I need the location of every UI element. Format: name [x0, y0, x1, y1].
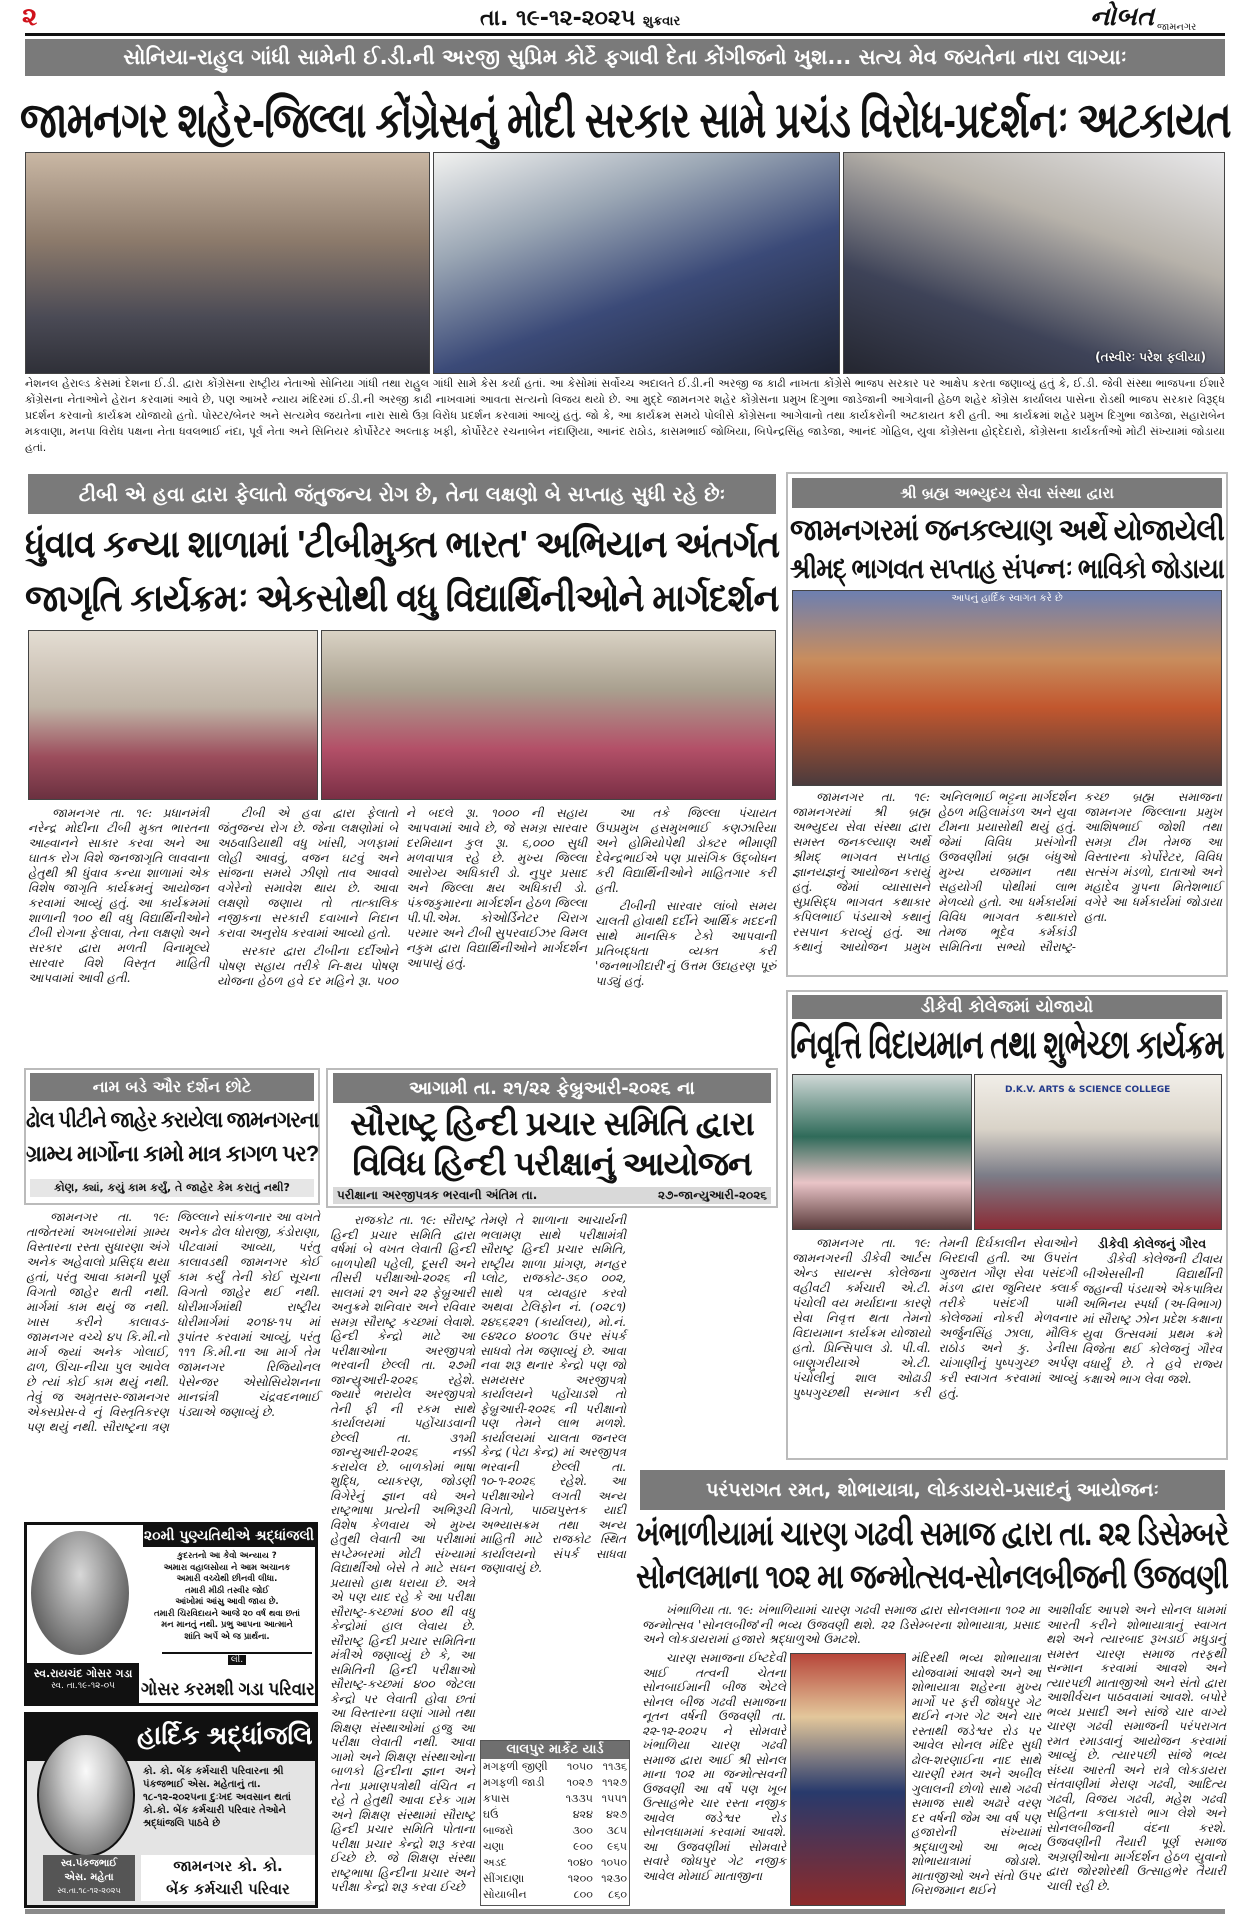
- tb-body-para: જામનગર તા. ૧૯: પ્રધાનમંત્રી નરેન્દ્ર મોદીના ટીબી મુક્ત ભારતના આહ્વાનને સાકાર કરવા અને આ ઘાતક રોગ વિશે જનજાગૃતિ લાવવાના હેતુથી શ્રી ધુંવાવ કન્યા શાળામાં એક વિશેષ જાગૃતિ કાર્યક્રમનું આયોજન કરવામાં આવ્યું હતું. આ કાર્યક્રમમાં શાળાની ૧૦૦ થી વધુ વિદ્યાર્થિનીઓને ટીબી રોગના ફેલાવા, તેના લક્ષણો અને સરકાર દ્વારા મળતી વિનામૂલ્યે સારવાર વિશે વિસ્તૃત માહિતી આપવામાં આવી હતી.: [28, 806, 209, 985]
- hindi-story-kicker: આગામી તા. ૨૧/૨૨ ફેબ્રુઆરી-૨૦૨૬ ના: [333, 1073, 771, 1103]
- market-max: ૧૧૩૬: [602, 1760, 627, 1773]
- market-yard-title: લાલપુર માર્કેટ યાર્ડ: [481, 1741, 629, 1759]
- road-story-body: [26, 1210, 320, 1435]
- deceased-date: સ્વ.તા.૧૮-૧૨-૨૦૨૫: [57, 1886, 121, 1895]
- tb-story-headline-1: ધુંવાવ કન્યા શાળામાં 'ટીબીમુક્ત ભારત' અભિયાન અંતર્ગત: [25, 524, 780, 566]
- market-min: ૩૦૦: [572, 1824, 593, 1837]
- kdv-photo-2: [974, 1074, 1222, 1230]
- kdv-body-para: જામનગર તા. ૧૯: જામનગરની ડીકેવી આર્ટસ એન્ડ સાયન્સ કોલેજના વહીવટી કર્મચારી એ.ટી. પંચોલી વય મર્યાદાના કારણે સેવા નિવૃત્ત થતા તેમનો વિદાયમાન કાર્યક્રમ યોજાયો હતો. પ્રિન્સિપાલ ડો. પી.વી. બાણુગરીયાએ એ.ટી. પંચોલીનું શાલ ઓઢાડી પુષ્પગુચ્છથી સન્માન કરી તેમની દિર્ઘકાલીન સેવાઓને બિરદાવી હતી. આ ઉપરાંત ગુજરાત ગૌણ સેવા પસંદગી મંડળ દ્વારા જુનિયર ક્લાર્ક તરીકે પસંદગી પામી કોલેજમાં નોકરી મેળવનાર અર્જુનસિંહ ઝાલા, મૌલિક રાઠોડ અને કુ. ડેનીસા ચાંગાણીનું પુષ્પગુચ્છ અર્પણ કરી સ્વાગત કરવામાં આવ્યું હતું.: [792, 1236, 1077, 1400]
- market-min: ૧૦૫૦: [567, 1760, 593, 1773]
- poem-line: મન માનતું નથી. પ્રભુ આપના આત્માને: [161, 1620, 293, 1630]
- tb-story-kicker: ટીબી એ હવા દ્વારા ફેલાતો જંતુજન્ય રોગ છે, તેના લક્ષણો બે સપ્તાહ સુધી રહે છેઃ: [28, 474, 776, 514]
- tribute-ad-mehta: [24, 1712, 318, 1908]
- market-min: ૮૦૦: [573, 1888, 593, 1901]
- market-row: [481, 1887, 629, 1903]
- road-story-subline: કોણ, ક્યાં, કયું કામ કર્યું, તે જાહેર કેમ કરાતું નથી?: [30, 1179, 314, 1197]
- market-item: ચણા: [483, 1840, 505, 1853]
- market-item: સીંગદાણા: [483, 1872, 525, 1885]
- poem-line: અમારી વચ્ચેથી છીનવી લીધા.: [176, 1574, 278, 1584]
- market-item: મગફળી જીણી: [483, 1760, 548, 1773]
- bhagwat-story-body: [792, 790, 1222, 955]
- hindi-body-para: રાજકોટ તા. ૧૯: સૌરાષ્ટ્ર હિન્દી પ્રચાર સમિતિ દ્વારા વર્ષમાં બે વખત લેવાતી હિન્દી બાળપોથી પહેલી, દૂસરી અને તીસરી પરીક્ષાઓ-૨૦૨૬ ની સાલમાં ૨૧ અને ૨૨ ફેબ્રુઆરી અનુક્રમે શનિવાર અને રવિવાર સમગ્ર સૌરાષ્ટ્ર કચ્છમાં લેવાશે. હિન્દી કેન્દ્રો માટે આ પરીક્ષાઓના અરજીપત્રો ભરવાની છેલ્લી તા. ૨૭મી જાન્યુઆરી-૨૦૨૬ રહેશે. જ્યારે ભરાયેલ અરજીપત્રો તેની ફી ની રકમ સાથે કાર્યાલયમાં પહોંચાડવાની છેલ્લી તા. ૩૧મી જાન્યુઆરી-૨૦૨૬ નક્કી કરાયેલ છે. બાળકોમાં ભાષા શુદ્ધિ, વ્યાકરણ, જોડણી વિગેરેનું જ્ઞાન વધે અને રાષ્ટ્રભાષા પ્રત્યેની અભિરૂચી વિશેષ કેળવાય એ મુખ્ય હેતુથી લેવાતી આ પરીક્ષામાં સપ્ટેમ્બરમાં મોટી સંખ્યામાં વિદ્યાર્થીઓ બેસે તે માટે સઘન પ્રયાસો હાથ ધરાયા છે. અત્રે એ પણ યાદ રહે કે આ પરીક્ષા સૌરાષ્ટ્ર-કચ્છમાં ૪૦૦ થી વધુ કેન્દ્રોમાં હાલ લેવાય છે. સૌરાષ્ટ્ર હિન્દી પ્રચાર સમિતિના મંત્રીએ જણાવ્યું છે કે, આ સમિતિની હિન્દી પરીક્ષાઓ સૌરાષ્ટ્ર-કચ્છમાં ૪૦૦ જેટલા કેન્દ્રો પર લેવાતી હોવા છતાં આ વિસ્તારના ઘણાં ગામો તથા શિક્ષણ સંસ્થાઓમાં હજુ આ પરીક્ષા લેવાતી નથી. આવા ગામો અને શિક્ષણ સંસ્થાઓના બાળકો હિન્દીના જ્ઞાન અને તેના પ્રમાણપત્રોથી વંચિત ન રહે તે હેતુથી આવા દરેક ગામ અને શિક્ષણ સંસ્થામાં સૌરાષ્ટ્ર હિન્દી પ્રચાર સમિતિ પોતાના પરીક્ષા પ્રચાર કેન્દ્રો શરૂ કરવા ઈચ્છે છે. જે શિક્ષણ સંસ્થા રાષ્ટ્રભાષા હિન્દીના પ્રચાર અને પરીક્ષા કેન્દ્રો શરૂ કરવા ઈચ્છે: [330, 1213, 475, 1894]
- tribute-poem: [139, 1551, 315, 1643]
- kdv-subbody-para: ડીકેવી કોલેજની ટીવાય બીએસસીની વિદ્યાર્થીની જહાન્વી પંડયાએ એકપાત્રિય અભિનય સ્પર્ધા (અ-વિભાગ) માં સૌરાષ્ટ્ર ઝોન પ્રદેશ કક્ષાના યુવા ઉત્સવમાં પ્રથમ ક્રમે વિજેતા થઈ કોલેજનું ગૌરવ વધાર્યું છે. તે હવે રાજ્ય કક્ષાએ ભાગ લેવા જશે.: [1082, 1252, 1222, 1386]
- poem-line: તમારી મીઠી તસ્વીર જોઈ: [185, 1585, 269, 1596]
- protest-photo-1: [25, 152, 430, 374]
- footer-strip: [25, 1909, 1225, 1914]
- tribute-title: હાર્દિક શ્રદ્ધાંજલિ: [137, 1720, 313, 1750]
- market-min: ૧૦૪૦: [567, 1856, 593, 1869]
- market-max: ૧૧૨૭: [602, 1776, 627, 1789]
- deceased-label: [27, 1663, 139, 1703]
- tb-awareness-photo-1: [28, 630, 318, 800]
- family-line: જામનગર કો. કો.: [173, 1857, 283, 1875]
- tribute-title: ૨૦મી પુણ્યતિથીએ શ્રદ્ધાંજલી: [143, 1525, 315, 1547]
- from-label: લી.: [228, 1655, 246, 1665]
- market-row: [481, 1807, 629, 1823]
- market-min: ૧૨૦૦: [567, 1872, 593, 1885]
- road-story-headline-2: ગ્રામ્ય માર્ગોના કામો માત્ર કાગળ પર?: [26, 1141, 319, 1166]
- khambhaliya-body-mid: મંદિરથી ભવ્ય શોભાયાત્રા યોજવામાં આવશે અને આ શોભાયાત્રા શહેરના મુખ્ય માર્ગો પર ફરી જોધપુર ગેટ થઈને નગર ગેટ અને ચાર રસ્તાથી જડેશ્વર રોડ પર આવેલ સોનલ મંદિર સુધી ઢોલ-શરણાઈના નાદ સાથે ચારણી રમત અને અબીલ ગુલાલની છોળો સાથે ગઢવી સમાજ સાથે અઢારે વરણ દર વર્ષની જેમ આ વર્ષ પણ હજારોની સંખ્યામાં શ્રદ્ધાળુઓ આ ભવ્ય શોભાયાત્રામાં જોડાશે. માતાજીઓ અને સંતો ઉપર બિરાજમાન થઈને: [911, 1651, 1041, 1897]
- khambhaliya-headline-1: ખંભાળીયામાં ચારણ ગઢવી સમાજ દ્વારા તા. ૨૨ ડિસેમ્બરે: [636, 1515, 1229, 1553]
- khambhaliya-headline-2: સોનલમાના ૧૦૨ મા જન્મોત્સવ-સોનલબીજની ઉજવણી: [636, 1558, 1229, 1596]
- khambhaliya-body-left: ચારણ સમાજના ઈષ્ટદેવી આઈ તત્વની ચેતના સોનબાઈમાની બીજ એટલે સોનલ બીજ ગઢવી સમાજના નૂતન વર્ષની ઉજવણી તા. ૨૨-૧૨-૨૦૨૫ ને સોમવારે ખંભાળિયા ચારણ ગઢવી સમાજ દ્વારા આઈ શ્રી સોનલ માના ૧૦૨ મા જન્મોત્સવની ઉજવણી આ વર્ષે પણ ખૂબ ઉત્સાહભેર ચાર રસ્તા નજીક આવેલ જડેશ્વર રોડ સોનલધામમાં કરવામાં આવશે. આ ઉજવણીમાં સોમવારે સવારે જોધપુર ગેટ નજીક આવેલ મોમાઈ માતાજીના: [642, 1651, 786, 1883]
- market-min: ૯૦૦: [573, 1840, 593, 1853]
- tribute-ad-gada: [24, 1522, 318, 1706]
- market-max: ૩૮૫: [606, 1824, 627, 1837]
- deceased-date: સ્વ. તા.૧૯-૧૨-૦૫: [50, 1681, 116, 1691]
- market-item: સોયાબીન: [483, 1888, 527, 1901]
- market-max: ૧૦૫૦: [601, 1856, 627, 1869]
- deadline-date: ૨૭-જાન્યુઆરી-૨૦૨૬: [658, 1188, 767, 1202]
- market-max: ૧૫૫૧: [601, 1792, 627, 1805]
- hindi-body-column: [631, 1213, 776, 1463]
- khambhaliya-body-right: આશીર્વાદ આપશે અને સોનલ ધામમાં આરતી કરીને શોભાયાત્રાનું સ્વાગત થશે અને ત્યારબાદ રૂખડાઈ મધુડાનું સમસ્ત ચારણ સમાજ તરફથી સન્માન કરવામાં આવશે અને ત્યારપછી માતાજીઓ અને સંતો દ્વારા આશીર્વચન પાઠવવામાં આવશે. બપોરે ભવ્ય પ્રસાદી અને સાંજે ચાર વાગ્યે ચારણ ગઢવી સમાજની પરંપરાગત રમત રમાડવાનું આયોજન કરવામાં આવ્યું છે. ત્યારપછી સાંજે ભવ્ય સંધ્યા આરતી અને રાત્રે લોકડાયરા સંતવાણીમાં મેરાણ ગઢવી, આદિત્ય ગઢવી, વિજય ગઢવી, મહેશ ગઢવી સહિતના કલાકારો ભાગ લેશે અને સોનલબીજની વંદના કરશે. ઉજવણીની તૈયારી પૂર્ણ સમાજ અગ્રણીઓના માર્ગદર્શન હેઠળ યુવાનો દ્વારા જોરશોરથી ઉત્સાહભેર તૈયારી ચાલી રહી છે.: [1046, 1603, 1226, 1893]
- market-row: [481, 1823, 629, 1839]
- poem-line: કુદરતનો આ કેવો અન્યાય ?: [177, 1551, 277, 1561]
- road-body-para: જામનગર તા. ૧૯: તાજેતરમાં અખબારોમાં ગ્રામ્ય વિસ્તારના રસ્તા સુધારણા અંગે અનેક અહેવાલો પ્રસિદ્ધ થયા હતાં, પરંતુ આવા કામની પૂર્ણ વિગતો જાહેર થતી નથી. માર્ગમાં કામ થયું જ નથી. ખાસ કરીને કાલાવડ-જામનગર વચ્ચે ૪૫ કિ.મી.નો માર્ગ જ્યાં અનેક ગોલાઈ, ઢાળ, ઊંચા-નીચા પુલ આવેલ છે ત્યાં કોઈ કામ થયું નથી. તેવું જ અમૃતસર-જામનગર એક્સપ્રેસ-વે નું વિસ્તૃતિકરણ પણ થયું નથી. સૌરાષ્ટ્રના ત્રણ જિલ્લાને સાંકળનાર આ વખતે અનેક ઢોલ ધોરાજી, કંડોરાણા, પીટવામાં આવ્યા, પરંતુ કાલાવડથી જામનગર કોઈ કામ કર્યું તેની કોઈ સૂચના વિગતો જાહેર થઈ નથી. ધોરીમાર્ગમાંથી રાષ્ટ્રીય ધોરીમાર્ગમાં ૨૦૧૪-૧૫ માં રૂપાંતર કરવામાં આવ્યું, પરંતુ ૧૧૧ કિ.મી.ના આ માર્ગ તેમ જામનગર રિજિયોનલ પેસેન્જર એસોસિયેશનના માનદ્મંત્રી ચંદ્રવદનભાઈ પંડ્યાએ જણાવ્યું છે.: [26, 1210, 320, 1434]
- from-line: [162, 1652, 312, 1673]
- tb-story-body: [28, 806, 776, 989]
- poem-line: તમારી ચિરવિદાયને આજે ૨૦ વર્ષ થવા છતાં: [154, 1608, 300, 1619]
- bhagwat-photo: [792, 590, 1222, 786]
- poem-line: આંખોમાં આંસુ આવી જાય છે.: [175, 1597, 279, 1607]
- road-story-kicker: નામ બડે ઔર દર્શન છોટે: [30, 1073, 314, 1101]
- tb-body-para: ટીબીની સારવાર લાંબો સમય ચાલતી હોવાથી દર્દીને આર્થિક મદદની સાથે માનસિક ટેકો આપવાની પ્રતિબદ્ધતા વ્યક્ત કરી 'જનભાગીદારી'નું ઉત્તમ ઉદાહરણ પૂરું પાડ્યું હતું.: [595, 899, 776, 988]
- kdv-subbody: [1082, 1252, 1222, 1387]
- tb-awareness-photo-2: [321, 630, 776, 800]
- tribute-body: કો. કો. બેંક કર્મચારી પરિવારના શ્રી પંકજભાઈ એસ. મહેતાનું તા. ૧૮-૧૨-૨૦૨૫ના દુઃખદ અવસાન થતાં કો.કો. બેંક કર્મચારી પરિવાર તેઓને શ્રદ્ધાંજલિ પાઠવે છે: [143, 1766, 291, 1829]
- family-name: ગોસર કરમશી ગડા પરિવાર: [141, 1678, 315, 1699]
- weekday-text: શુક્રવાર: [642, 14, 681, 29]
- market-row: [481, 1775, 629, 1791]
- market-min: ૪૨૪: [572, 1808, 593, 1821]
- kdv-story-body: [792, 1236, 1077, 1403]
- tb-body-para: સરકાર દ્વારા ટીબીના દર્દીઓને પોષણ સહાય તરીકે નિ-ક્ષય પોષણ યોજના હેઠળ હવે દર મહિને રૂા. ૫૦૦ ને બદલે રૂા. ૧૦૦૦ ની સહાય આપવામાં આવે છે, જે સમગ્ર સારવાર દરમિયાન કુલ રૂા. ૬,૦૦૦ સુધી મળવાપાત્ર રહે છે. મુખ્ય જિલ્લા આરોગ્ય અધિકારી ડો. નુપુર પ્રસાદ અને જિલ્લા ક્ષય અધિકારી ડો. પંકજકુમારના માર્ગદર્શન હેઠળ જિલ્લા પી.પી.એમ. કોઓર્ડિનેટર ચિરાગ પરમાર અને ટીબી સુપરવાઈઝર વિમલ નકુમ દ્વારા વિદ્યાર્થિનીઓને માર્ગદર્શન આપાયું હતું.: [217, 806, 587, 988]
- logo-text: નોબત: [1090, 2, 1154, 32]
- top-story-headline: જામનગર શહેર-જિલ્લા કોંગ્રેસનું મોદી સરકાર સામે પ્રચંડ વિરોધ-પ્રદર્શનઃ અટકાયત: [20, 92, 1231, 148]
- date-text: તા. ૧૯-૧૨-૨૦૨૫: [480, 6, 636, 31]
- market-row: [481, 1791, 629, 1807]
- market-row: [481, 1855, 629, 1871]
- bhagwat-story-kicker: શ્રી બ્રહ્મ અભ્યુદય સેવા સંસ્થા દ્વારા: [792, 478, 1222, 508]
- market-row: [481, 1759, 629, 1775]
- road-story-headline-1: ઢોલ પીટીને જાહેર કરાયેલા જામનગરના: [26, 1107, 319, 1132]
- portrait-photo: [31, 1531, 129, 1655]
- market-min: ૧૦૨૭: [566, 1776, 593, 1789]
- market-yard-box: [480, 1740, 630, 1906]
- market-max: ૪૨૭: [606, 1808, 627, 1821]
- protest-photo-2: [433, 152, 840, 374]
- deceased-label: [43, 1855, 135, 1901]
- bhagwat-body-para: જામનગર તા. ૧૯: જામનગરમાં શ્રી બ્રહ્મ અભ્યુદય સેવા સંસ્થા દ્વારા સમસ્ત જનકલ્યાણ અર્થે શ્રીમદ્ ભાગવત સપ્તાહ જ્ઞાનયજ્ઞનું આયોજન કરાયું હતું. જેમાં વ્યાસાસને સુપ્રસિદ્ધ ભાગવત કથાકાર કપિલભાઈ પંડયાએ કથાનું રસપાન કરાવ્યું હતું. આ કથાનું આયોજન પ્રમુખ અનિલભાઈ ભટ્ટના માર્ગદર્શન હેઠળ મહિલામંડળ અને યુવા ટીમના પ્રયાસોથી થયું હતું. જેમાં વિવિધ પ્રસંગોની ઉજવણીમાં બ્રહ્મ બંધુઓ મુખ્ય યજમાન તથા સહયોગી પોથીમાં લાભ મેળવ્યો હતો. આ ધર્મકાર્યમાં વિવિધ ભાગવત કથાકારો તેમજ ભૂદેવ કર્મકાંડી સમિતિના સભ્યો સૌરાષ્ટ્ર-કચ્છ બ્રહ્મ સમાજના જામનગર જિલ્લાના પ્રમુખ આશિષભાઈ જોશી તથા સમગ્ર ટીમ તેમજ આ વિસ્તારના કોર્પોરેટર, વિવિધ સત્સંગ મંડળો, દાતાઓ અને મહાદેવ ગ્રુપના મિતેશભાઈ વગેરે આ ધર્મકાર્યમાં જોડાયા હતા.: [792, 790, 1222, 954]
- market-max: ૯૬૫: [607, 1840, 627, 1853]
- header-rule: [25, 33, 1225, 36]
- photo-credit: (તસ્વીરઃ પરેશ ફલીયા): [1095, 350, 1206, 364]
- market-item: અડદ: [483, 1856, 507, 1869]
- tb-story-headline-2: જાગૃતિ કાર્યક્રમઃ એકસોથી વધુ વિદ્યાર્થિનીઓને માર્ગદર્શન: [25, 578, 779, 620]
- kdv-photo-1: [792, 1074, 972, 1230]
- market-item: ઘઉં: [483, 1808, 499, 1821]
- deadline-label: પરીક્ષાના અરજીપત્રક ભરવાની અંતિમ તા.: [337, 1188, 538, 1202]
- top-story-body: નેશનલ હેરાલ્ડ કેસમાં દેશના ઈ.ડી. દ્વારા કોંગ્રેસના રાષ્ટ્રીય નેતાઓ સોનિયા ગાંધી તથા રાહુલ ગાંધી સામે કેસ કર્યા હતાં. આ કેસોમાં સર્વોચ્ચ અદાલતે ઈ.ડી.ની અરજી જ કાઢી નાખતા કોંગ્રેસે ભાજપ સરકાર પર આક્ષેપ કરતા જણાવ્યું હતું કે, ઈ.ડી. જેવી સંસ્થા ભાજપના ઈશારે કોંગ્રેસના નેતાઓને હેરાન કરવામાં આવે છે, પણ આખરે ન્યાય મંદિરમાં ઈ.ડી.ની અરજી કાઢી નાખવામાં આવતા સત્યનો વિજય થયો છે. આ મુદ્દે જામનગર શહેર કોંગ્રેસના પ્રમુખ દિગુભા જાડેજાની આગેવાની હેઠળ શહેર કોંગ્રેસ કાર્યાલય પાસેના રોડથી ભાજપ સરકાર વિરૂદ્ધ પ્રદર્શન કરવાનો કાર્યક્રમ યોજાયો હતો. પોસ્ટર/બેનર અને સત્યમેવ જયતેના નારા સાથે ઉગ્ર વિરોધ પ્રદર્શન કરવામાં આવ્યું હતું. જો કે, આ કાર્યક્રમ સમયે પોલીસે કોંગ્રેસના આગેવાનો તથા કાર્યકરોની અટકાયત કરી હતી. આ કાર્યક્રમાં શહેર પ્રમુખ દિગુભા જાડેજા, સહારાબેન મકવાણા, મનપા વિરોધ પક્ષના નેતા ધવલભાઈ નંદા, પૂર્વ નેતા અને સિનિયર કોર્પોરેટર અલ્તાફ ખફી, કોર્પોરેટર રચનાબેન નંદાણિયા, આનંદ રાઠોડ, કાસમભાઈ જોખિયા, બિપેન્દ્રસિંહ જાડેજા, આનંદ ગોહિલ, યુવા કોંગ્રેસના હોદ્દેદારો, કોંગ્રેસના કાર્યકર્તાઓ મોટી સંખ્યામાં જોડાયા હતાં.: [25, 377, 1225, 454]
- kdv-college-sign: D.K.V. ARTS & SCIENCE COLLEGE: [1005, 1085, 1171, 1095]
- deceased-name: સ્વ.પંકજભાઈ: [60, 1858, 118, 1869]
- market-item: કપાસ: [483, 1792, 510, 1805]
- portrait-photo: [37, 1733, 135, 1857]
- kdv-subhead: ડીકેવી કોલેજનું ગૌરવ: [1097, 1236, 1207, 1251]
- hindi-deadline-bar: [333, 1187, 771, 1204]
- poem-line: શાંતિ અર્પે એ જ પ્રાર્થના.: [184, 1631, 270, 1642]
- hindi-story-headline-1: સૌરાષ્ટ્ર હિન્દી પ્રચાર સમિતિ દ્વારા: [350, 1105, 754, 1142]
- deceased-name: એસ. મહેતા: [64, 1872, 114, 1883]
- market-min: ૧૩૩૫: [565, 1792, 593, 1805]
- kdv-sidebar: [1082, 1236, 1222, 1390]
- hindi-story-headline-2: વિવિધ હિન્દી પરીક્ષાનું આયોજન: [352, 1145, 752, 1182]
- kdv-story-headline: નિવૃત્તિ વિદાયમાન તથા શુભેચ્છા કાર્યક્રમ: [790, 1023, 1224, 1067]
- market-item: મગફળી જાડી: [483, 1776, 545, 1789]
- logo-sub: જામનગર: [1157, 22, 1197, 33]
- bhagwat-story-headline-1: જામનગરમાં જનકલ્યાણ અર્થે યોજાયેલી: [790, 514, 1224, 547]
- masthead-logo: [1090, 2, 1196, 33]
- family-name: [141, 1855, 315, 1901]
- poem-line: અમારા વહાલસોયા ને આમ અચાનક: [163, 1562, 291, 1573]
- market-item: બાજરો: [483, 1824, 514, 1837]
- market-max: ૮૬૦: [608, 1888, 627, 1901]
- bhagwat-photo-banner: આપનું હાર્દિક સ્વાગત કરે છે: [951, 593, 1063, 604]
- market-row: [481, 1839, 629, 1855]
- kdv-story-kicker: ડીકેવી કોલેજમાં યોજાયો: [792, 995, 1222, 1019]
- market-price-table: [481, 1759, 629, 1903]
- page-number: ૨: [22, 2, 38, 32]
- tb-body-para: ટીબી એ હવા દ્વારા ફેલાતો જંતુજન્ય રોગ છે. જેના લક્ષણોમાં બે અઠવાડિયાથી વધુ ખાંસી, ગળફામાં લોહી આવવું, વજન ઘટવું અને સાંજના સમયે ઝીણો તાવ આવવો વગેરેનો સમાવેશ થાય છે. આવા લક્ષણો જણાય તો તાત્કાલિક નજીકના સરકારી દવાખાને નિદાન કરાવા અનુરોધ કરવામાં આવ્યો હતો.: [217, 806, 398, 940]
- hindi-body-column: તેમણે તે શાળાના આચાર્યની ભલામણ સાથે પરીક્ષામંત્રી સૌરાષ્ટ્ર હિન્દી પ્રચાર સમિતિ, રાષ્ટ્રીય શાળા પ્રાંગણ, મનહર પ્લોટ, રાજકોટ-૩૬૦ ૦૦૨, સાથે પત્ર વ્યવહાર કરવો અથવા ટેલિફોન નં. (૦૨૮૧) ૨૪૬૬૨૨૧ (કાર્યાલય), મો.નં. ૯૪૨૮૦ ૪૦૦૧૮ ઉપર સંપર્ક સાધવો તેમ જણાવ્યું છે. આવા નવા શરૂ થનાર કેન્દ્રો પણ જો સમયસર અરજીપત્રો કાર્યાલયને પહોંચાડશે તો ફેબ્રુઆરી-૨૦૨૬ ની પરીક્ષાનો પણ તેમને લાભ મળશે. કાર્યાલયમાં ચાલતા જનરલ કેન્દ્ર (પેટા કેન્દ્ર) માં અરજીપત્ર ભરવાની છેલ્લી તા. ૧૦-૧-૨૦૨૬ રહેશે. આ પરીક્ષાઓને લગતી અન્ય વિગતો, પાઠ્યપુસ્તક યાદી અભ્યાસક્રમ તથા અન્ય માહિતી માટે રાજકોટ સ્થિત કાર્યાલયનો સંપર્ક સાધવા જણાવાયું છે.: [480, 1213, 626, 1575]
- protest-photo-3: [843, 152, 1225, 374]
- tb-body-para: આ તકે જિલ્લા પંચાયત ઉપપ્રમુખ હસમુખભાઈ કણઝારિયા અને હોમિયોપેથી ડોક્ટર ભીમાણી દેવેન્દ્રભાઈએ પણ પ્રાસંગિક ઉદ્બોધન કરી વિદ્યાર્થિનીઓને માહિતગાર કરી હતી.: [595, 806, 776, 895]
- deceased-name: સ્વ.રાયચંદ ગોસર ગડા: [33, 1667, 133, 1680]
- market-max: ૧૨૩૦: [601, 1872, 627, 1885]
- top-story-kicker: સોનિયા-રાહુલ ગાંધી સામેની ઈ.ડી.ની અરજી સુપ્રિમ કોર્ટે ફગાવી દેતા કોંગીજનો ખુશ... સત્ય મેવ જયતેના નારા લાગ્યાઃ: [25, 39, 1225, 76]
- market-row: [481, 1871, 629, 1887]
- khambhaliya-lead-para: ખંભાળિયા તા. ૧૯: ખંભાળિયામાં ચારણ ગઢવી સમાજ દ્વારા સોનલમાના ૧૦૨ મા જન્મોત્સવ 'સોનલબીજ'ની ભવ્ય ઉજવણી થશે. ૨૨ ડિસેમ્બરના શોભાયાત્રા, પ્રસાદ અને લોકડાયરામાં હજારો શ્રદ્ધાળુઓ ઉમટશે.: [642, 1603, 1040, 1646]
- issue-date: [480, 6, 680, 31]
- sonal-ma-photo: [790, 1653, 906, 1906]
- family-line: બેંક કર્મચારી પરિવાર: [166, 1880, 290, 1898]
- bhagwat-story-headline-2: શ્રીમદ્ ભાગવત સપ્તાહ સંપન્નઃ ભાવિકો જોડાયા: [790, 553, 1224, 584]
- khambhaliya-story-kicker: પરંપરાગત રમત, શોભાયાત્રા, લોકડાયરો-પ્રસાદનું આયોજનઃ: [640, 1470, 1225, 1510]
